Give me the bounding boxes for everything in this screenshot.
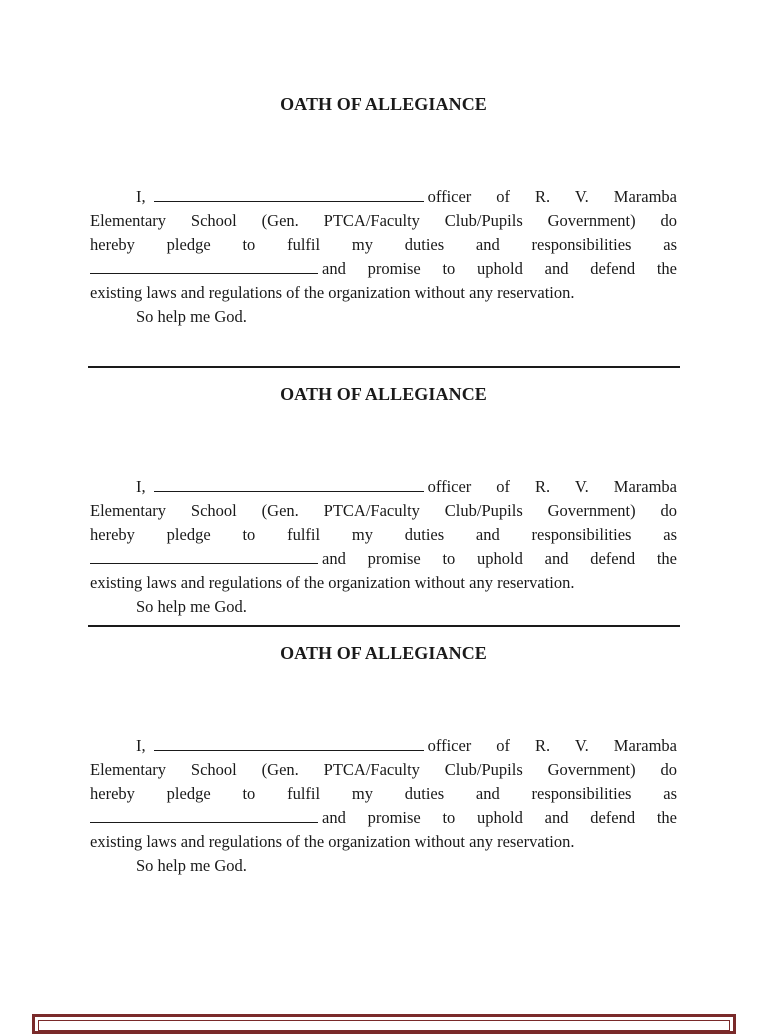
oath-closing: So help me God. bbox=[136, 856, 247, 875]
name-blank[interactable] bbox=[154, 477, 424, 492]
oath-line: existing laws and regulations of the organization without any reservation. bbox=[90, 283, 575, 302]
oath-line: Elementary School (Gen. PTCA/Faculty Club/Pupils Government) do bbox=[90, 211, 677, 230]
position-blank[interactable] bbox=[90, 808, 318, 823]
section-divider bbox=[88, 625, 680, 627]
oath-closing: So help me God. bbox=[136, 597, 247, 616]
oath-line: existing laws and regulations of the organization without any reservation. bbox=[90, 832, 575, 851]
oath-line: Elementary School (Gen. PTCA/Faculty Club/Pupils Government) do bbox=[90, 760, 677, 779]
oath-title: OATH OF ALLEGIANCE bbox=[280, 94, 487, 114]
oath-line: and promise to uphold and defend the bbox=[90, 257, 677, 281]
oath-title: OATH OF ALLEGIANCE bbox=[280, 643, 487, 663]
oath-body bbox=[90, 185, 677, 329]
name-blank[interactable] bbox=[154, 187, 424, 202]
section-divider bbox=[88, 366, 680, 368]
name-blank[interactable] bbox=[154, 736, 424, 751]
oath-body bbox=[90, 734, 677, 878]
oath-section-3 bbox=[90, 643, 677, 878]
page-border-decoration bbox=[32, 1014, 736, 1034]
oath-line: existing laws and regulations of the organization without any reservation. bbox=[90, 573, 575, 592]
position-blank[interactable] bbox=[90, 259, 318, 274]
oath-section-2 bbox=[90, 384, 677, 619]
oath-line: and promise to uphold and defend the bbox=[90, 547, 677, 571]
oath-section-1 bbox=[90, 94, 677, 329]
oath-body bbox=[90, 475, 677, 619]
oath-line: I, officer of R. V. Maramba bbox=[136, 187, 677, 206]
oath-title: OATH OF ALLEGIANCE bbox=[280, 384, 487, 404]
oath-line: hereby pledge to fulfil my duties and responsibilities as bbox=[90, 525, 677, 544]
oath-closing: So help me God. bbox=[136, 307, 247, 326]
oath-line: and promise to uphold and defend the bbox=[90, 806, 677, 830]
oath-line: I, officer of R. V. Maramba bbox=[136, 477, 677, 496]
position-blank[interactable] bbox=[90, 549, 318, 564]
oath-line: I, officer of R. V. Maramba bbox=[136, 736, 677, 755]
oath-line: hereby pledge to fulfil my duties and responsibilities as bbox=[90, 235, 677, 254]
oath-line: Elementary School (Gen. PTCA/Faculty Club/Pupils Government) do bbox=[90, 501, 677, 520]
oath-line: hereby pledge to fulfil my duties and responsibilities as bbox=[90, 784, 677, 803]
